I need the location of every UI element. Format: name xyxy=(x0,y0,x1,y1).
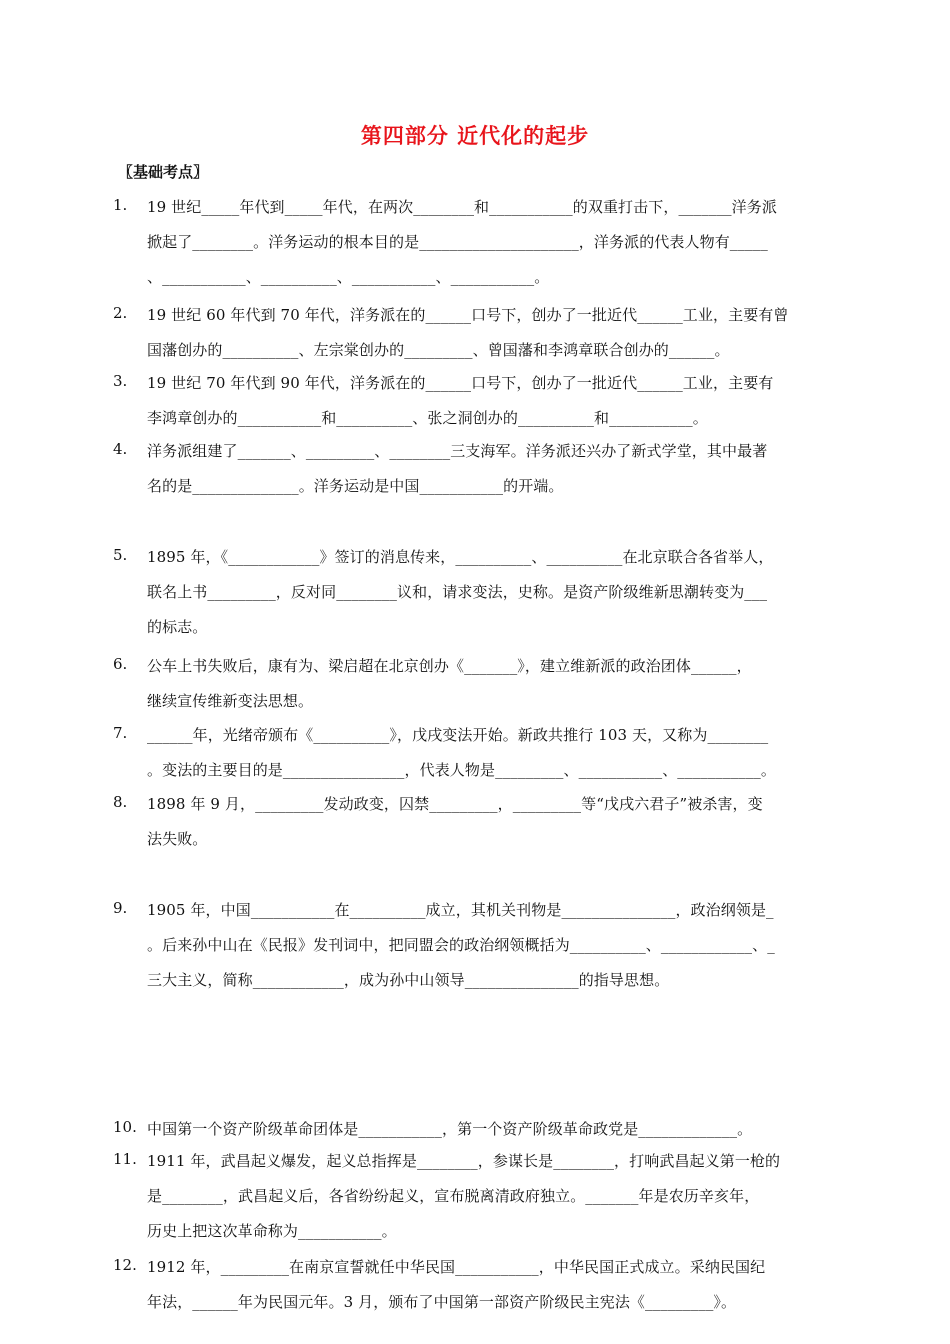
question-text-line: ______年，光绪帝颁布《__________》，戊戌变法开始。新政共推行 103 天，又称为________ xyxy=(147,726,769,744)
question-text-line: 公车上书失败后，康有为、梁启超在北京创办《_______》，建立维新派的政治团体______， xyxy=(147,657,752,675)
question-text-line: 名的是______________。洋务运动是中国___________的开端。 xyxy=(147,477,564,495)
question-number: 2. xyxy=(113,304,128,322)
section-heading: 〖基础考点〗 xyxy=(118,163,209,181)
question-text-line: 。后来孙中山在《民报》发刊词中，把同盟会的政治纲领概括为__________、____________、_ xyxy=(147,936,775,954)
question-text-line: 法失败。 xyxy=(147,830,208,848)
question-text-line: 。变法的主要目的是________________，代表人物是_________、___________、___________。 xyxy=(147,761,777,779)
question-number: 4. xyxy=(113,440,128,458)
question-number: 9. xyxy=(113,899,128,917)
question-text-line: 、___________、__________、___________、___________。 xyxy=(147,268,550,286)
question-text-line: 洋务派组建了_______、_________、________三支海军。洋务派还兴办了新式学堂，其中最著 xyxy=(147,442,768,460)
question-text-line: 联名上书_________，反对同________议和，请求变法，史称。是资产阶级维新思潮转变为___ xyxy=(147,583,768,601)
question-number: 1. xyxy=(113,196,128,214)
question-number: 3. xyxy=(113,372,128,390)
question-text-line: 国藩创办的__________、左宗棠创办的_________、曾国藩和李鸿章联合创办的______。 xyxy=(147,341,730,359)
question-text-line: 是________，武昌起义后，各省纷纷起义，宣布脱离清政府独立。_______年是农历辛亥年， xyxy=(147,1187,760,1205)
question-text-line: 中国第一个资产阶级革命团体是___________，第一个资产阶级革命政党是_____________。 xyxy=(147,1120,753,1138)
question-text-line: 1905 年，中国___________在__________成立，其机关刊物是_______________，政治纲领是_ xyxy=(147,901,774,919)
question-text-line: 的标志。 xyxy=(147,618,208,636)
question-text-line: 继续宣传维新变法思想。 xyxy=(147,692,314,710)
page-title: 第四部分 近代化的起步 xyxy=(360,124,590,148)
question-number: 7. xyxy=(113,724,128,742)
question-text-line: 掀起了________。洋务运动的根本目的是_____________________，洋务派的代表人物有_____ xyxy=(147,233,768,251)
question-number: 12. xyxy=(113,1256,137,1274)
question-text-line: 19 世纪 60 年代到 70 年代，洋务派在的______口号下，创办了一批近代______工业，主要有曾 xyxy=(147,306,789,324)
question-text-line: 历史上把这次革命称为___________。 xyxy=(147,1222,397,1240)
question-text-line: 李鸿章创办的___________和__________、张之洞创办的__________和___________。 xyxy=(147,409,708,427)
question-number: 6. xyxy=(113,655,128,673)
question-text-line: 1912 年，_________在南京宣誓就任中华民国___________，中华民国正式成立。采纳民国纪 xyxy=(147,1258,766,1276)
question-text-line: 1911 年，武昌起义爆发，起义总指挥是________，参谋长是________，打响武昌起义第一枪的 xyxy=(147,1152,781,1170)
question-number: 5. xyxy=(113,546,128,564)
question-text-line: 三大主义，简称____________，成为孙中山领导_______________的指导思想。 xyxy=(147,971,670,989)
question-text-line: 1898 年 9 月，_________发动政变，囚禁_________，_________等“戊戌六君子”被杀害，变 xyxy=(147,795,763,813)
question-number: 10. xyxy=(113,1118,137,1136)
question-text-line: 19 世纪 70 年代到 90 年代，洋务派在的______口号下，创办了一批近代______工业，主要有 xyxy=(147,374,774,392)
question-text-line: 1895 年，《____________》签订的消息传来，__________、__________在北京联合各省举人， xyxy=(147,548,774,566)
question-text-line: 年法，______年为民国元年。3 月，颁布了中国第一部资产阶级民主宪法《_________》。 xyxy=(147,1293,737,1311)
question-number: 11. xyxy=(113,1150,137,1168)
question-text-line: 19 世纪_____年代到_____年代，在两次________和___________的双重打击下，_______洋务派 xyxy=(147,198,777,216)
question-number: 8. xyxy=(113,793,128,811)
